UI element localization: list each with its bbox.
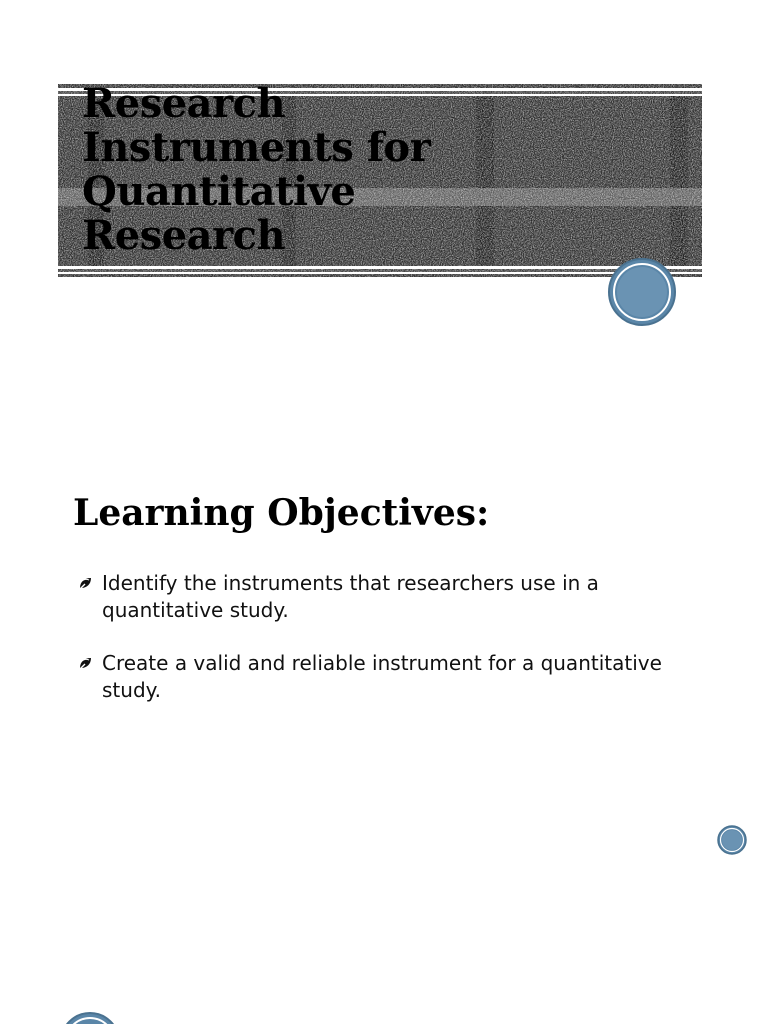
leaf-bullet-icon bbox=[78, 655, 94, 671]
circle-decoration-icon bbox=[607, 257, 677, 327]
objectives-heading: Learning Objectives: bbox=[73, 492, 490, 534]
leaf-bullet-icon bbox=[78, 575, 94, 591]
circle-decoration-icon bbox=[60, 1012, 120, 1024]
list-item bbox=[78, 650, 698, 704]
circle-decoration-icon bbox=[717, 825, 747, 855]
objective-text: Identify the instruments that researchers use in a quantitative study. bbox=[102, 571, 599, 622]
list-item bbox=[78, 570, 698, 624]
objective-text: Create a valid and reliable instrument for a quantitative study. bbox=[102, 651, 662, 702]
objectives-list bbox=[78, 570, 698, 730]
slide-title: Research Instruments for Quantitative Research bbox=[82, 80, 431, 259]
